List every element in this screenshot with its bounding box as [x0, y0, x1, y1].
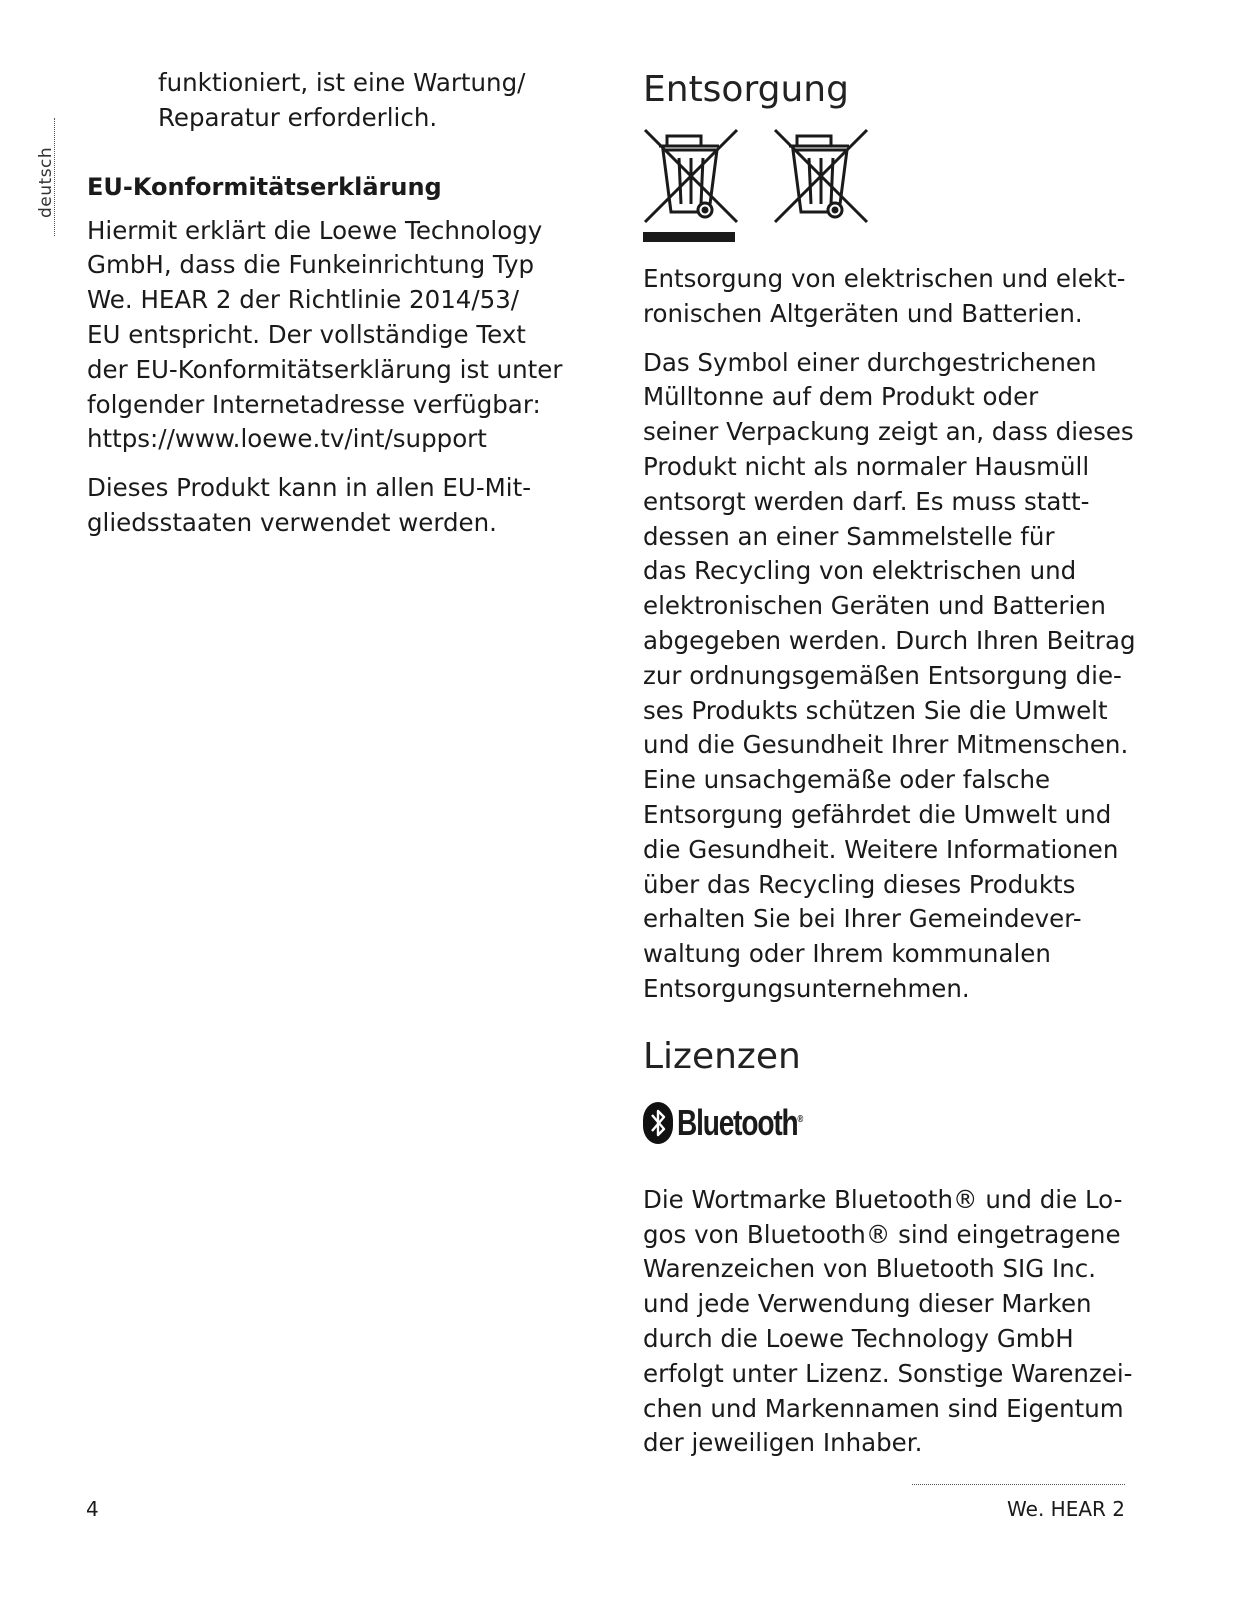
disposal-body-text: Das Symbol einer durchgestrichenen Mülltonne auf dem Produkt oder seiner Verpackung zeigt an, dass dieses Produkt nicht als normaler Hausmüll entsorgt werden darf. Es muss statt- dessen an einer Sammelstelle für das Recycling von elektrischen und elektronischen Geräten und Batterien abgegeben werden. Durch Ihren Beitrag zur ordnungsgemäßen Entsorgung die- ses Produkts schützen Sie die Umwelt und die Gesundheit Ihrer Mitmenschen. Eine unsachgemäße oder falsche Entsorgung gefährdet die Umwelt und die Gesundheit. Weitere Informationen über das Recycling dieses Produkts erhalten Sie bei Ihrer Gemeindever- waltung oder Ihrem kommunalen Entsorgungsunternehmen.	[643, 347, 1136, 1003]
eu-declaration-heading: EU-Konformitätserklärung	[87, 172, 442, 201]
language-label: deutsch	[36, 146, 56, 218]
bluetooth-wordmark: Bluetooth®	[677, 1101, 803, 1143]
continuation-text: funktioniert, ist eine Wartung/ Reparatur erforderlich.	[158, 68, 526, 132]
eu-declaration-text: Hiermit erklärt die Loewe Technology GmbH, dass die Funkeinrichtung Typ We. HEAR 2 der Richtlinie 2014/53/ EU entspricht. Der vollständige Text der EU-Konformitätserklärung ist unter folgender Internetadresse verfügbar: https://www.loewe.tv/int/support	[87, 215, 563, 454]
bluetooth-logo	[643, 1095, 1143, 1151]
crossed-bin-icon	[773, 128, 869, 246]
language-side-tab	[14, 118, 55, 236]
licenses-title: Lizenzen	[643, 1035, 801, 1077]
left-column	[87, 66, 567, 555]
crossed-bin-with-bar-icon	[643, 128, 739, 246]
licenses-text: Die Wortmarke Bluetooth® und die Lo- gos von Bluetooth® sind eingetragene Warenzeichen von Bluetooth SIG Inc. und jede Verwendung dieser Marken durch die Loewe Technology GmbH erfolgt unter Lizenz. Sonstige Warenzei- chen und Markennamen sind Eigentum der jeweiligen Inhaber.	[643, 1184, 1133, 1458]
page-number: 4	[86, 1497, 99, 1521]
right-column	[643, 66, 1143, 1475]
footer-divider	[912, 1484, 1125, 1485]
product-name: We. HEAR 2	[1007, 1497, 1125, 1521]
disposal-title: Entsorgung	[643, 69, 849, 110]
bluetooth-icon	[643, 1102, 673, 1144]
eu-usage-text: Dieses Produkt kann in allen EU-Mit- gliedsstaaten verwendet werden.	[87, 473, 532, 537]
weee-icons	[643, 128, 1143, 254]
disposal-subtitle-text: Entsorgung von elektrischen und elekt- ronischen Altgeräten und Batterien.	[643, 264, 1126, 328]
